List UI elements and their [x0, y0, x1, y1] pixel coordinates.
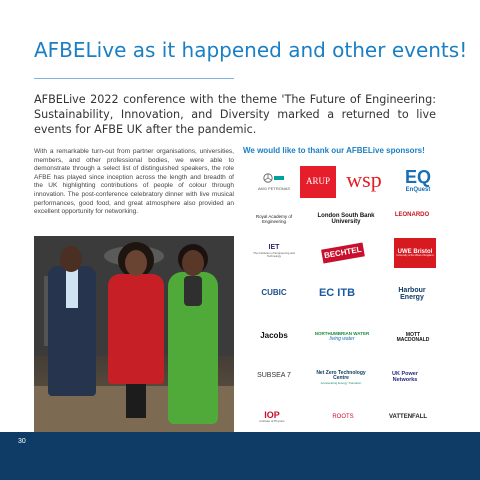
- title-divider: [34, 78, 234, 79]
- harbour-energy-logo: Harbour Energy: [398, 286, 426, 301]
- page-number: 30: [18, 438, 26, 445]
- enquest-logo: EQ EnQuest: [404, 167, 431, 194]
- uwe-bristol-logo: UWE Bristol University of the West of England: [394, 238, 436, 268]
- subsea7-logo: SUBSEA 7: [257, 372, 291, 380]
- arup-logo: ARUP: [300, 166, 336, 198]
- body-paragraph: With a remarkable turn-out from partner organisations, universities, members, and other professional bodies, we were able to demonstrate through a select list of distinguished speakers, the role AFBE has played since inception across the length and breadth of the UK highlighting contributions of people of colour through innovation. The post-conference celebratory dinner with live musical performances, good food, and great atmosphere also provided an excellent opportunity for networking.: [34, 148, 234, 216]
- iop-logo: IOP Institute of Physics: [259, 409, 285, 424]
- bechtel-logo: BECHTEL: [318, 236, 368, 270]
- amg-petronas-logo: AMG PETRONAS: [244, 166, 304, 196]
- iet-logo: IET The Institution of Engineering and Technology: [253, 244, 295, 258]
- leonardo-logo: LEONARDO: [394, 211, 430, 218]
- royal-academy-logo: Royal Academy of Engineering: [255, 214, 293, 224]
- page-title: AFBELive as it happened and other events!: [34, 38, 468, 62]
- uk-power-networks-logo: UK Power Networks: [392, 371, 418, 383]
- jacobs-logo: Jacobs: [260, 330, 288, 340]
- mercedes-star-icon: [263, 173, 285, 183]
- sponsors-heading: We would like to thank our AFBELive sponsors!: [243, 146, 425, 155]
- nztc-logo: Net Zero Technology Centre Accelerating Energy Transition: [316, 370, 366, 385]
- vattenfall-logo: VATTENFALL: [388, 413, 428, 420]
- wsp-logo: wsp: [346, 167, 382, 193]
- lsbu-logo: London South Bank University: [317, 212, 375, 225]
- ecitb-logo: EC ITB: [318, 286, 356, 299]
- northumbrian-water-logo: NORTHUMBRIAN WATER living water: [314, 331, 370, 342]
- cubic-logo: CUBIC: [261, 287, 287, 297]
- event-photo: [34, 236, 234, 432]
- roots-logo: ROOTS: [332, 413, 354, 420]
- intro-paragraph: AFBELive 2022 conference with the theme 'The Future of Engineering: Sustainability, Innovation, and Diversity marked a returned to live events for AFBE UK after the pandemic.: [34, 93, 436, 136]
- person-center: [108, 274, 164, 384]
- page-footer: [0, 432, 480, 480]
- mott-macdonald-logo: MOTT MACDONALD: [396, 331, 430, 343]
